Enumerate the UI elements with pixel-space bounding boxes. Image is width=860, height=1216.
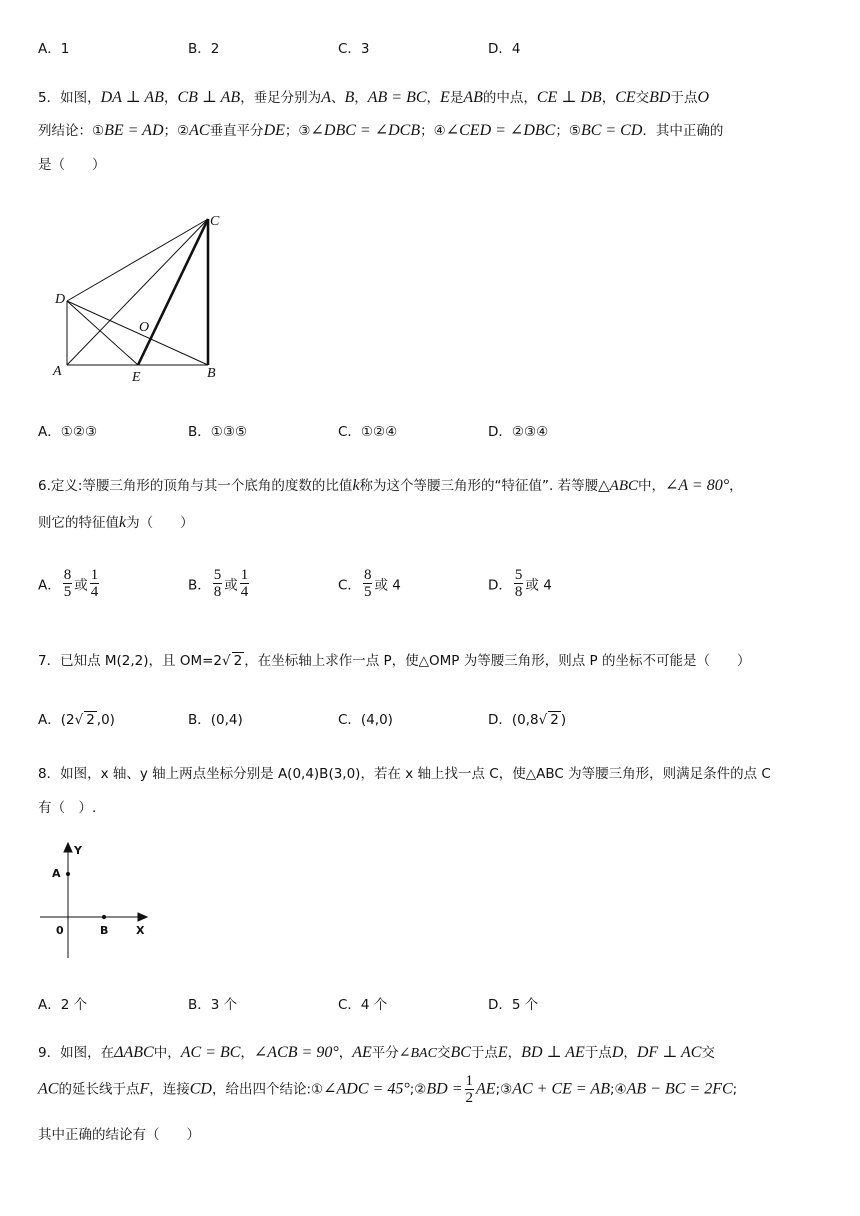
label-e: E — [132, 370, 141, 385]
segment-de — [67, 301, 138, 365]
segment-ac — [67, 219, 208, 365]
q7-stem: 7．已知点 M(2,2)，且 OM=2√ 2 ，在坐标轴上求作一点 P，使△OMP 为等腰三角形，则点 P 的坐标不可能是（ ） — [38, 653, 751, 669]
q5-option-a: A．①②③ — [38, 424, 98, 440]
q8-option-c: C．4 个 — [338, 997, 388, 1013]
q7-option-d: D．(0,8√ 2 ) — [488, 712, 567, 728]
q7-option-b: B．(0,4) — [188, 712, 243, 728]
q5-option-b: B．①③⑤ — [188, 424, 248, 440]
segment-db — [67, 301, 208, 365]
label-c: C — [210, 214, 220, 229]
q5-stem-line3: 是（ ） — [38, 157, 106, 173]
label-a: A — [52, 867, 61, 880]
y-axis-arrow — [64, 843, 72, 852]
q5-option-c: C．①②④ — [338, 424, 398, 440]
q5-option-d: D．②③④ — [488, 424, 549, 440]
q8-coordinate-figure — [38, 840, 148, 960]
label-b: B — [100, 924, 109, 937]
point-b — [102, 915, 105, 918]
q7-option-a: A．(2√ 2 ,0) — [38, 712, 115, 728]
label-d: D — [55, 292, 66, 307]
q8-option-a: A．2 个 — [38, 997, 88, 1013]
q9-stem-line2: AC的延长线于点F，连接CD，给出四个结论:①∠ADC = 45°;②BD = $\frac{1}{2}$ AE;③AC + CE = AB;④AB − BC = 2FC; — [38, 1073, 738, 1106]
q4-option-d: D．4 — [488, 41, 521, 57]
q6-option-a: A． $\frac{8}{5}$ 或 $\frac{1}{4}$ — [38, 567, 99, 600]
q6-option-d: D． $\frac{5}{8}$ 或 4 — [488, 567, 552, 600]
sqrt-symbol: √ 2 — [222, 653, 243, 669]
label-a: A — [53, 364, 62, 379]
q5-stem-line2: 列结论：①BE = AD；②AC垂直平分DE；③∠DBC = ∠DCB；④∠CED = ∠DBC；⑤BC = CD．其中正确的 — [38, 122, 724, 139]
q4-option-c: C．3 — [338, 41, 370, 57]
q8-option-b: B．3 个 — [188, 997, 238, 1013]
q6-option-c: C． $\frac{8}{5}$ 或 4 — [338, 567, 401, 600]
label-y: Y — [74, 844, 82, 857]
x-axis-arrow — [138, 913, 147, 921]
q7-option-c: C．(4,0) — [338, 712, 393, 728]
q8-stem-line2: 有（ ）. — [38, 800, 97, 816]
q6-option-b: B． $\frac{5}{8}$ 或 $\frac{1}{4}$ — [188, 567, 249, 600]
q8-stem-line1: 8．如图，x 轴、y 轴上两点坐标分别是 A(0,4)B(3,0)，若在 x 轴上找一点 C，使△ABC 为等腰三角形，则满足条件的点 C — [38, 766, 771, 782]
q6-stem-line1: 6.定义:等腰三角形的顶角与其一个底角的度数的比值k称为这个等腰三角形的“特征值”. 若等腰△ABC中，∠A = 80°， — [38, 477, 743, 494]
label-b: B — [207, 366, 216, 381]
q8-option-d: D．5 个 — [488, 997, 539, 1013]
q6-stem-line2: 则它的特征值k为（ ） — [38, 514, 194, 531]
segment-dc — [67, 219, 208, 301]
label-origin: 0 — [56, 924, 64, 937]
point-a — [66, 872, 69, 875]
q4-option-a: A．1 — [38, 41, 70, 57]
q5-geometry-figure — [50, 205, 230, 385]
segment-ce — [138, 219, 208, 365]
q5-stem-line1: 5．如图，DA ⊥ AB，CB ⊥ AB，垂足分别为A、B，AB = BC，E是AB的中点，CE ⊥ DB，CE交BD于点O — [38, 89, 710, 106]
label-x: X — [136, 924, 145, 937]
label-o: O — [139, 320, 150, 335]
q4-option-b: B．2 — [188, 41, 220, 57]
q9-stem-line3: 其中正确的结论有（ ） — [38, 1127, 200, 1143]
q9-stem-line1: 9．如图，在ΔABC中，AC = BC，∠ACB = 90°，AE平分∠BAC交BC于点E，BD ⊥ AE于点D，DF ⊥ AC交 — [38, 1044, 715, 1061]
